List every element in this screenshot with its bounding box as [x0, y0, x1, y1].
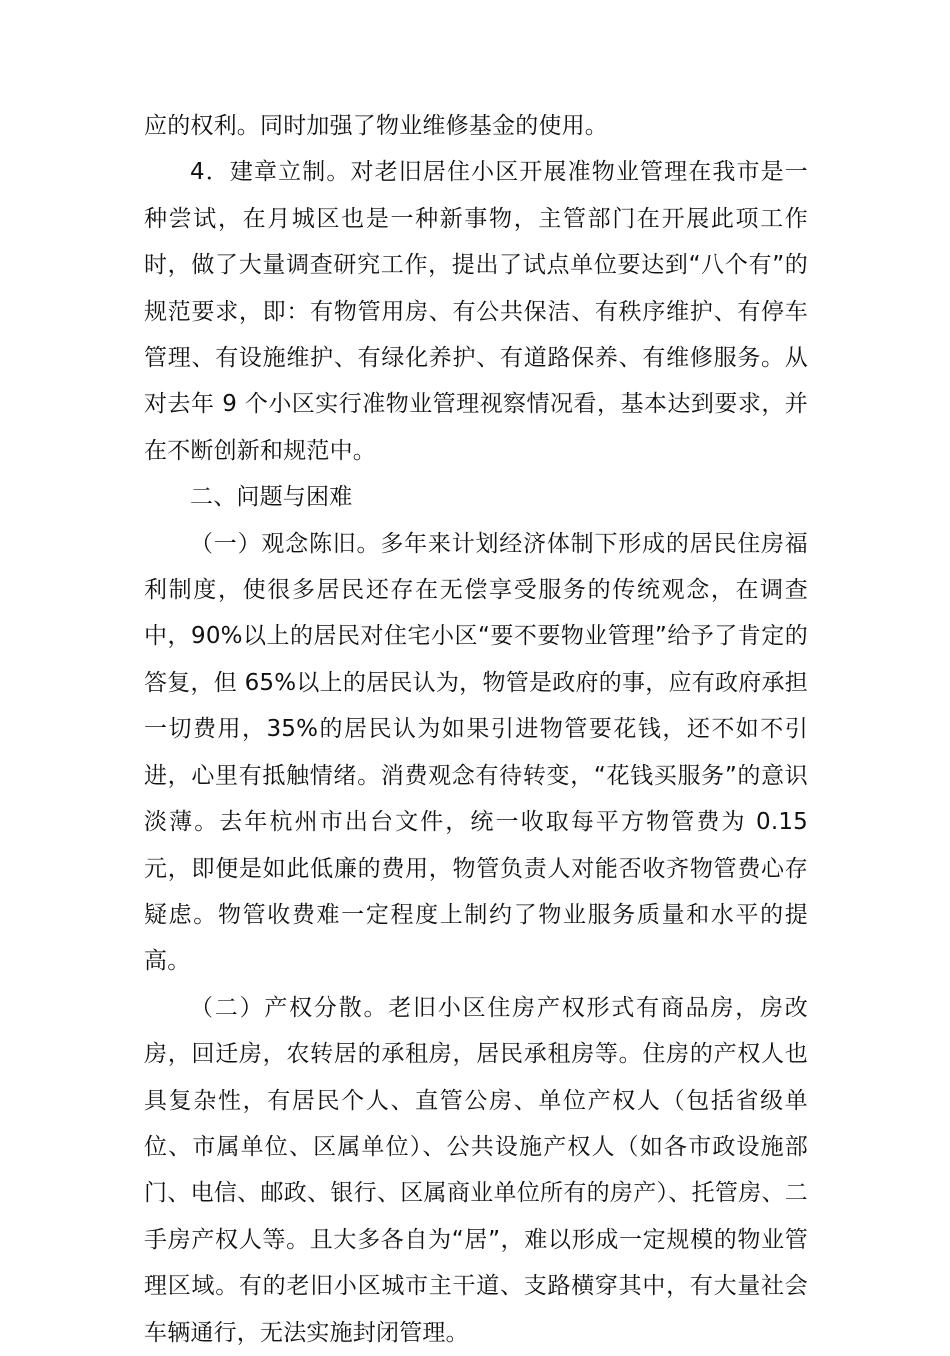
- paragraph-outdated-concepts: （一）观念陈旧。多年来计划经济体制下形成的居民住房福利制度，使很多居民还存在无偿享受服务的传统观念，在调查中，90%以上的居民对住宅小区“要不要物业管理”给予了肯定的答复，但 65%以上的居民认为，物管是政府的事，应有政府承担一切费用，35%的居民认为如果引进物管要花钱，还不如不引进，心里有抵触情绪。消费观念有待转变，“花钱买服务”的意识淡薄。去年杭州市出台文件，统一收取每平方物管费为 0.15 元，即便是如此低廉的费用，物管负责人对能否收齐物管费心存疑虑。物管收费难一定程度上制约了物业服务质量和水平的提高。: [144, 530, 808, 975]
- paragraph-regulations: 4．建章立制。对老旧居住小区开展准物业管理在我市是一种尝试，在月城区也是一种新事物，主管部门在开展此项工作时，做了大量调查研究工作，提出了试点单位要达到“八个有”的规范要求，即：有物管用房、有公共保洁、有秩序维护、有停车管理、有设施维护、有绿化养护、有道路保养、有维修服务。从对去年 9 个小区实行准物业管理视察情况看，基本达到要求，并在不断创新和规范中。: [144, 159, 808, 464]
- paragraph-scattered-property-rights: （二）产权分散。老旧小区住房产权形式有商品房，房改房，回迁房，农转居的承租房，居民承租房等。住房的产权人也具复杂性，有居民个人、直管公房、单位产权人（包括省级单位、市属单位、区属单位）、公共设施产权人（如各市政设施部门、电信、邮政、银行、区属商业单位所有的房产）、托管房、二手房产权人等。且大多各自为“居”，难以形成一定规模的物业管理区域。有的老旧小区城市主干道、支路横穿其中，有大量社会车辆通行，无法实施封闭管理。: [144, 994, 808, 1346]
- section-heading-problems: 二、问题与困难: [190, 484, 353, 511]
- body-text: [144, 103, 808, 1356]
- paragraph-continuation: 应的权利。同时加强了物业维修基金的使用。: [144, 113, 608, 139]
